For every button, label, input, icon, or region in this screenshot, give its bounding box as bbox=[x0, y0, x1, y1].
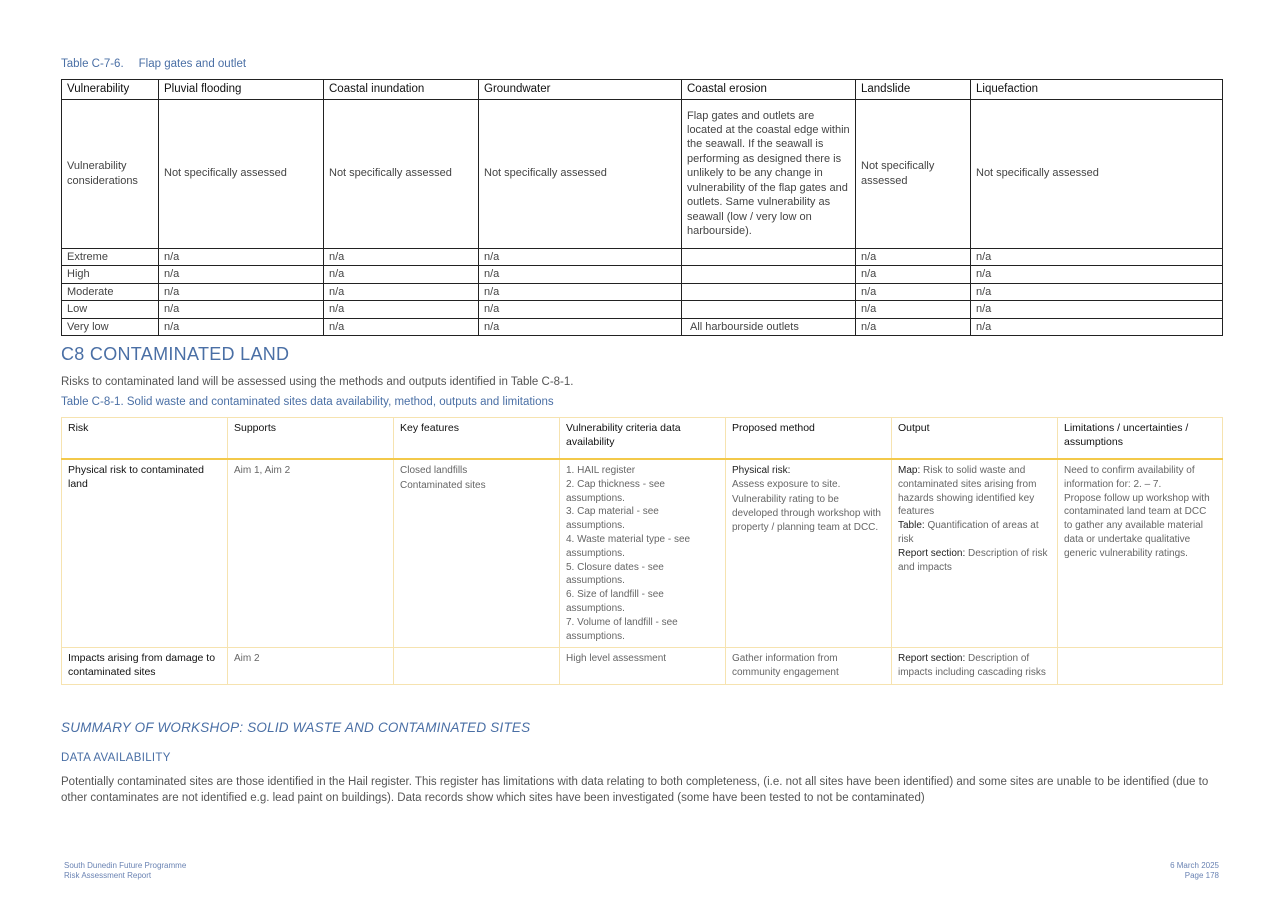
header-cell: Groundwater bbox=[479, 80, 682, 100]
table-cell: n/a bbox=[971, 248, 1223, 266]
table-cell: n/a bbox=[324, 248, 479, 266]
contaminated-sites-table bbox=[61, 417, 1223, 685]
footer-left bbox=[64, 861, 186, 880]
table-cell: Not specifically assessed bbox=[324, 99, 479, 248]
table-cell: n/a bbox=[159, 301, 324, 319]
table-cell bbox=[682, 283, 856, 301]
header-cell: Key features bbox=[394, 418, 560, 460]
table-cell: n/a bbox=[479, 266, 682, 284]
output-item bbox=[898, 547, 1051, 575]
header-cell: Risk bbox=[62, 418, 228, 460]
output-label: Report section: bbox=[898, 547, 966, 559]
table-row-very-low bbox=[62, 318, 1223, 336]
table-c-7-6-caption bbox=[61, 58, 1222, 70]
vuln-data-item: 5. Closure dates - see assumptions. bbox=[566, 561, 664, 587]
header-cell: Limitations / uncertainties / assumptions bbox=[1058, 418, 1223, 460]
row-label: Extreme bbox=[62, 248, 159, 266]
header-cell: Proposed method bbox=[726, 418, 892, 460]
table-cell: n/a bbox=[479, 248, 682, 266]
table-cell: n/a bbox=[971, 283, 1223, 301]
footer-right bbox=[1170, 861, 1219, 880]
table-cell: All harbourside outlets bbox=[682, 318, 856, 336]
method-line: Vulnerability rating to be developed through workshop with property / planning team at DCC. bbox=[732, 494, 881, 533]
row-label: Vulnerability considerations bbox=[62, 99, 159, 248]
header-cell: Output bbox=[892, 418, 1058, 460]
caption-title: Flap gates and outlet bbox=[138, 58, 247, 70]
table-cell: Not specifically assessed bbox=[971, 99, 1223, 248]
table-header-row bbox=[62, 418, 1223, 460]
risk-cell: Impacts arising from damage to contaminated sites bbox=[62, 648, 228, 685]
vuln-data-item: 4. Waste material type - see assumptions. bbox=[566, 533, 691, 559]
method-cell: Gather information from community engagement bbox=[726, 648, 892, 685]
table-cell: n/a bbox=[479, 301, 682, 319]
vuln-data-item: 2. Cap thickness - see assumptions. bbox=[566, 478, 665, 504]
output-cell bbox=[892, 459, 1058, 648]
header-cell: Coastal erosion bbox=[682, 80, 856, 100]
key-features-cell bbox=[394, 648, 560, 685]
table-cell: n/a bbox=[479, 318, 682, 336]
output-label: Table: bbox=[898, 520, 925, 532]
row-label: Very low bbox=[62, 318, 159, 336]
table-cell: Not specifically assessed bbox=[856, 99, 971, 248]
table-cell: n/a bbox=[856, 248, 971, 266]
table-c-8-1-caption: Table C-8-1. Solid waste and contaminated sites data availability, method, outputs and limitations bbox=[61, 396, 554, 408]
table-cell: n/a bbox=[971, 301, 1223, 319]
vuln-data-item: 3. Cap material - see assumptions. bbox=[566, 506, 659, 532]
method-line: Assess exposure to site. bbox=[732, 478, 841, 490]
table-cell: n/a bbox=[324, 318, 479, 336]
flap-gates-table-wrapper bbox=[61, 79, 1222, 336]
limitation-item: Propose follow up workshop with contaminated land team at DCC to gather any available material data or undertake qualitative generic vulnerability ratings. bbox=[1064, 492, 1210, 559]
row-label: Low bbox=[62, 301, 159, 319]
limitations-cell bbox=[1058, 648, 1223, 685]
table-cell: n/a bbox=[856, 283, 971, 301]
table-cell: n/a bbox=[324, 266, 479, 284]
contaminated-sites-table-wrapper bbox=[61, 417, 1222, 685]
table-cell: Not specifically assessed bbox=[159, 99, 324, 248]
output-cell bbox=[892, 648, 1058, 685]
table-cell: n/a bbox=[856, 266, 971, 284]
table-cell: n/a bbox=[159, 248, 324, 266]
method-cell bbox=[726, 459, 892, 648]
table-cell: n/a bbox=[971, 266, 1223, 284]
supports-cell: Aim 2 bbox=[228, 648, 394, 685]
table-cell: n/a bbox=[159, 266, 324, 284]
output-text: Description of impacts including cascading risks bbox=[898, 653, 1046, 679]
table-cell: n/a bbox=[856, 318, 971, 336]
flap-gates-vulnerability-table bbox=[61, 79, 1223, 336]
output-item bbox=[898, 519, 1051, 547]
section-title: C8 CONTAMINATED LAND bbox=[61, 344, 290, 364]
table-cell: Flap gates and outlets are located at the coastal edge within the seawall. If the seawall is performing as designed there is unlikely to be any change in vulnerability of the flap gates and outlets. Same vulnerability as seawall (low / very low on harbourside). bbox=[682, 99, 856, 248]
vuln-data-cell: High level assessment bbox=[560, 648, 726, 685]
summary-text: Potentially contaminated sites are those identified in the Hail register. This register has limitations with data relating to both completeness, (i.e. not all sites have been identified) and some sites are unable to be identified (due to other contaminates are not identified e.g. lead paint on buildings). Data records show which sites have been investigated (some have been tested to not be contaminated) bbox=[61, 776, 1209, 804]
table-row-moderate bbox=[62, 283, 1223, 301]
output-text: Quantification of areas at risk bbox=[898, 520, 1039, 545]
table-cell bbox=[682, 301, 856, 319]
table-cell: n/a bbox=[159, 283, 324, 301]
limitation-item: Need to confirm availability of information for: 2. – 7. bbox=[1064, 465, 1195, 490]
table-cell: Not specifically assessed bbox=[479, 99, 682, 248]
risk-cell: Physical risk to contaminated land bbox=[62, 459, 228, 648]
vuln-data-item: 6. Size of landfill - see assumptions. bbox=[566, 589, 664, 614]
table-cell: n/a bbox=[479, 283, 682, 301]
table-row-low bbox=[62, 301, 1223, 319]
key-feature-item: Contaminated sites bbox=[400, 480, 486, 492]
footer-programme: South Dunedin Future Programme bbox=[64, 861, 187, 870]
footer-date: 6 March 2025 bbox=[1170, 861, 1219, 870]
header-cell: Liquefaction bbox=[971, 80, 1223, 100]
table-row-physical-risk bbox=[62, 459, 1223, 648]
output-item bbox=[898, 464, 1051, 519]
table-cell bbox=[682, 266, 856, 284]
header-cell: Pluvial flooding bbox=[159, 80, 324, 100]
output-label: Report section: bbox=[898, 653, 966, 665]
output-label: Map: bbox=[898, 465, 921, 476]
table-row-impacts bbox=[62, 648, 1223, 685]
header-cell: Coastal inundation bbox=[324, 80, 479, 100]
key-feature-item: Closed landfills bbox=[400, 465, 468, 476]
table-cell: n/a bbox=[159, 318, 324, 336]
header-cell: Vulnerability bbox=[62, 80, 159, 100]
caption-number: Table C-7-6. bbox=[61, 58, 124, 70]
section-intro: Risks to contaminated land will be assessed using the methods and outputs identified in Table C-8-1. bbox=[61, 376, 574, 388]
table-row-high bbox=[62, 266, 1223, 284]
table-cell: n/a bbox=[324, 301, 479, 319]
method-label: Physical risk: bbox=[732, 465, 791, 476]
vulnerability-considerations-row bbox=[62, 99, 1223, 248]
table-cell: n/a bbox=[971, 318, 1223, 336]
table-cell: n/a bbox=[856, 301, 971, 319]
table-header-row bbox=[62, 80, 1223, 100]
limitations-cell bbox=[1058, 459, 1223, 648]
table-row-extreme bbox=[62, 248, 1223, 266]
table-cell: n/a bbox=[324, 283, 479, 301]
output-text: Description of risk and impacts bbox=[898, 547, 1048, 573]
row-label: High bbox=[62, 266, 159, 284]
summary-subtitle: DATA AVAILABILITY bbox=[61, 752, 171, 764]
key-features-cell bbox=[394, 459, 560, 648]
supports-cell: Aim 1, Aim 2 bbox=[228, 459, 394, 648]
vuln-data-item: 7. Volume of landfill - see assumptions. bbox=[566, 616, 678, 642]
output-text: Risk to solid waste and contaminated sites arising from hazards showing identified key features bbox=[898, 465, 1037, 518]
header-cell: Vulnerability criteria data availability bbox=[560, 418, 726, 460]
footer-page-number: Page 178 bbox=[1184, 870, 1219, 880]
row-label: Moderate bbox=[62, 283, 159, 301]
vuln-data-cell bbox=[560, 459, 726, 648]
summary-title: SUMMARY OF WORKSHOP: SOLID WASTE AND CONTAMINATED SITES bbox=[61, 720, 531, 735]
footer-report: Risk Assessment Report bbox=[64, 870, 152, 880]
vuln-data-item: 1. HAIL register bbox=[566, 465, 636, 476]
table-cell bbox=[682, 248, 856, 266]
header-cell: Supports bbox=[228, 418, 394, 460]
header-cell: Landslide bbox=[856, 80, 971, 100]
